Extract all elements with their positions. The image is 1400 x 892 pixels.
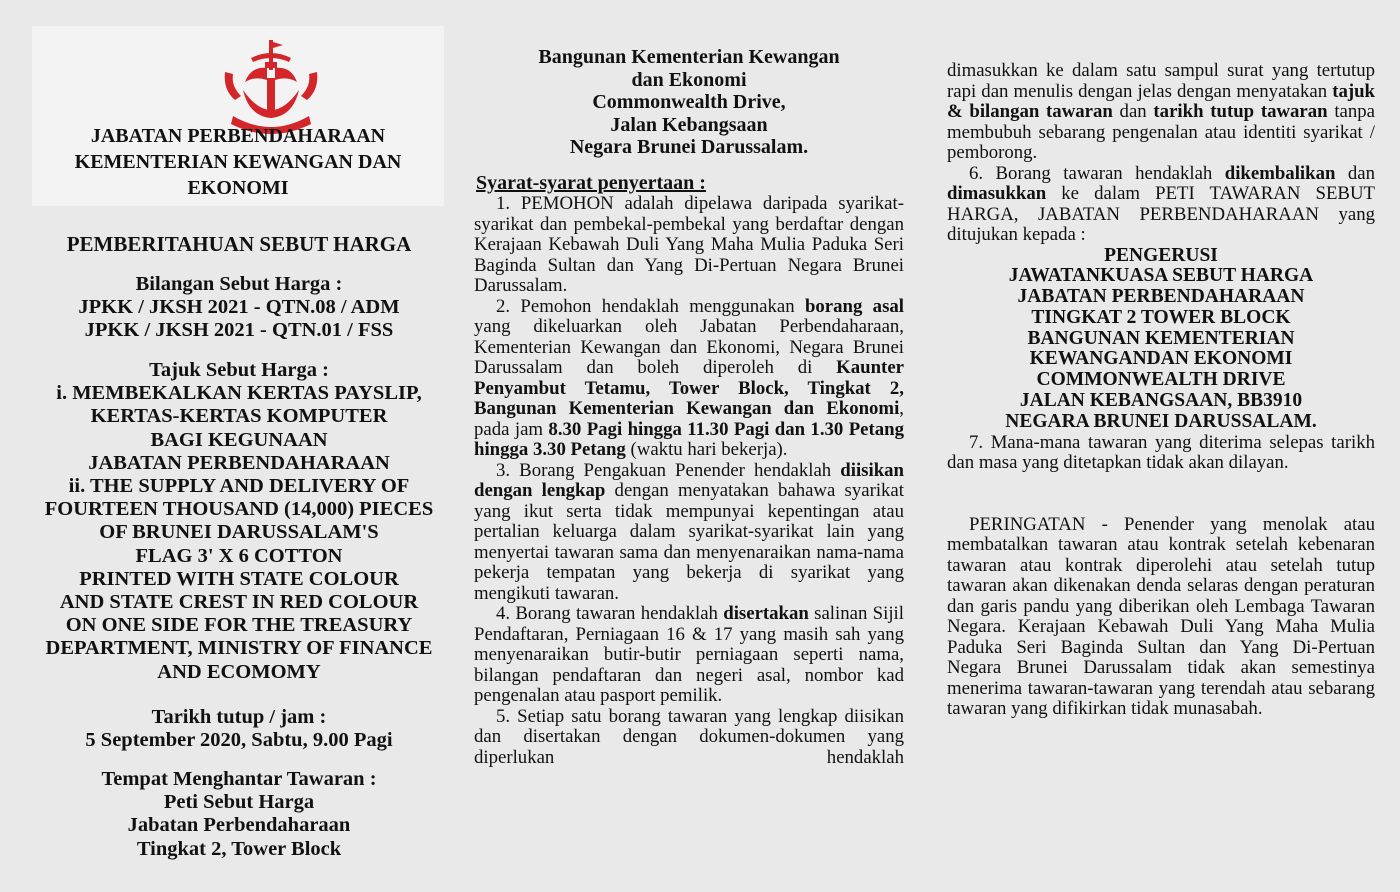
subject-line: KERTAS-KERTAS KOMPUTER <box>90 405 388 428</box>
recipient-address-line: JAWATANKUASA SEBUT HARGA <box>1008 265 1314 287</box>
notice-title: PEMBERITAHUAN SEBUT HARGA <box>66 232 412 256</box>
right-column <box>947 61 1375 720</box>
subject-line: PRINTED WITH STATE COLOUR <box>79 567 399 590</box>
quotation-number-label: Bilangan Sebut Harga : <box>135 273 343 295</box>
conditions-column <box>474 194 904 768</box>
closing-date-label: Tarikh tutup / jam : <box>151 706 327 728</box>
subject-line: ON ONE SIDE FOR THE TREASURY <box>65 614 413 637</box>
condition-paragraph-5: 5. Setiap satu borang tawaran yang lengkap diisikan dan disertakan dengan dokumen-dokumen yang diperlukan hendaklah <box>474 705 904 768</box>
closing-date-block <box>32 706 446 752</box>
recipient-address-line: JABATAN PERBENDAHARAAN <box>1017 286 1305 308</box>
quotation-number: JPKK / JKSH 2021 - QTN.01 / FSS <box>84 319 394 342</box>
condition-paragraph-3: 3. Borang Pengakuan Penender hendaklah diisikan dengan lengkap dengan menyatakan bahawa syarikat yang ikut serta tidak mempunyai kepentingan atau pertalian keluarga dalam syarikat-syarikat lain yang menyertai tawaran sama dan menyenaraikan nama-nama pekerja tempatan yang bekerja di syarikat yang mengikuti tawaran. <box>474 459 904 604</box>
submission-place-block <box>32 768 446 861</box>
submission-place-line: Tingkat 2, Tower Block <box>136 837 342 860</box>
subject-line: FOURTEEN THOUSAND (14,000) PIECES <box>44 498 434 521</box>
recipient-address-line: BANGUNAN KEMENTERIAN <box>1027 327 1295 349</box>
subject-label: Tajuk Sebut Harga : <box>149 359 329 381</box>
department-line: EKONOMI <box>187 177 289 199</box>
building-address-line: Jalan Kebangsaan <box>610 113 768 136</box>
conditions-title: Syarat-syarat penyertaan : <box>476 172 706 194</box>
submission-place-label: Tempat Menghantar Tawaran : <box>101 768 377 790</box>
subject-line: AND ECOMOMY <box>157 660 321 683</box>
recipient-address-line: TINGKAT 2 TOWER BLOCK <box>1031 306 1291 328</box>
subject-line: i. MEMBEKALKAN KERTAS PAYSLIP, <box>56 382 422 405</box>
condition-paragraph-7: 7. Mana-mana tawaran yang diterima selepas tarikh dan masa yang ditetapkan tidak akan dilayan. <box>947 431 1375 474</box>
recipient-address-line: COMMONWEALTH DRIVE <box>1036 369 1286 391</box>
building-address <box>474 46 904 159</box>
submission-place-line: Peti Sebut Harga <box>163 791 315 814</box>
condition-paragraph-1: 1. PEMOHON adalah dipelawa daripada syarikat-syarikat dan pembekal-pembekal yang berdaftar dengan Kerajaan Kebawah Duli Yang Maha Mulia Paduka Seri Baginda Sultan dan Yang Di-Pertuan Negara Brunei Darussalam. <box>474 193 904 296</box>
building-address-line: Negara Brunei Darussalam. <box>569 136 809 159</box>
subject-line: DEPARTMENT, MINISTRY OF FINANCE <box>45 637 433 660</box>
header-box <box>32 26 444 206</box>
subject-line: FLAG 3' X 6 COTTON <box>135 544 343 567</box>
warning-paragraph: PERINGATAN - Penender yang menolak atau membatalkan tawaran atau kontrak setelah kebenaran tawaran atau kontrak diperolehi atau setelah tutup tawaran akan dikenakan denda selaras dengan peraturan dan garis pandu yang diberikan oleh Lembaga Tawaran Negara. Kerajaan Kebawah Duli Yang Maha Mulia Paduka Seri Baginda Sultan dan Yang Di-Pertuan Negara Brunei Darussalam tidak akan semestinya menerima tawaran-tawaran yang terendah atau sebarang tawaran yang difikirkan tidak munasabah. <box>947 513 1375 720</box>
closing-date-value: 5 September 2020, Sabtu, 9.00 Pagi <box>85 729 393 752</box>
building-address-line: dan Ekonomi <box>631 68 747 91</box>
subject-line: AND STATE CREST IN RED COLOUR <box>59 591 419 614</box>
recipient-address-line: NEGARA BRUNEI DARUSSALAM. <box>1005 410 1317 432</box>
submission-place-line: Jabatan Perbendaharaan <box>127 814 351 837</box>
condition-paragraph-4: 4. Borang tawaran hendaklah disertakan salinan Sijil Pendaftaran, Perniagaan 16 & 17 yang masih sah yang menyenaraikan butir-butir perniagaan seperti nama, bilangan pendaftaran dan negeri asal, nombor kad pengenalan atau pasport pemilik. <box>474 603 904 706</box>
department-line: JABATAN PERBENDAHARAAN <box>90 125 386 147</box>
building-address-line: Bangunan Kementerian Kewangan <box>538 46 840 68</box>
subject-line: JABATAN PERBENDAHARAAN <box>88 451 390 474</box>
recipient-address-line: PENGERUSI <box>1104 244 1218 266</box>
subject-line: BAGI KEGUNAAN <box>150 428 328 451</box>
recipient-address-line: JALAN KEBANGSAAN, BB3910 <box>1019 390 1303 412</box>
subject-block <box>30 359 448 684</box>
department-line: KEMENTERIAN KEWANGAN DAN <box>74 151 402 173</box>
condition-paragraph-2: 2. Pemohon hendaklah menggunakan borang asal yang dikeluarkan oleh Jabatan Perbendaharaan, Kementerian Kewangan dan Ekonomi, Negara Brunei Darussalam dan boleh diperoleh di Kaunter Penyambut Tetamu, Tower Block, Tingkat 2, Bangunan Kementerian Kewangan dan Ekonomi, pada jam 8.30 Pagi hingga 11.30 Pagi dan 1.30 Petang hingga 3.30 Petang (waktu hari bekerja). <box>474 295 904 460</box>
quotation-number: JPKK / JKSH 2021 - QTN.08 / ADM <box>78 296 400 319</box>
quotation-number-block <box>32 273 446 343</box>
recipient-address <box>947 246 1375 433</box>
subject-line: OF BRUNEI DARUSSALAM'S <box>99 521 379 544</box>
recipient-address-line: KEWANGANDAN EKONOMI <box>1029 348 1293 370</box>
department-name <box>32 123 444 201</box>
subject-line: ii. THE SUPPLY AND DELIVERY OF <box>68 475 410 498</box>
condition-paragraph-5-continued: dimasukkan ke dalam satu sampul surat yang tertutup rapi dan menulis dengan jelas dengan menyatakan tajuk & bilangan tawaran dan tarikh tutup tawaran tanpa membubuh sebarang pengenalan atau identiti syarikat / pemborong. <box>947 60 1375 163</box>
building-address-line: Commonwealth Drive, <box>592 91 786 114</box>
condition-paragraph-6: 6. Borang tawaran hendaklah dikembalikan dan dimasukkan ke dalam PETI TAWARAN SEBUT HARGA, JABATAN PERBENDAHARAAN yang ditujukan kepada : <box>947 162 1375 245</box>
